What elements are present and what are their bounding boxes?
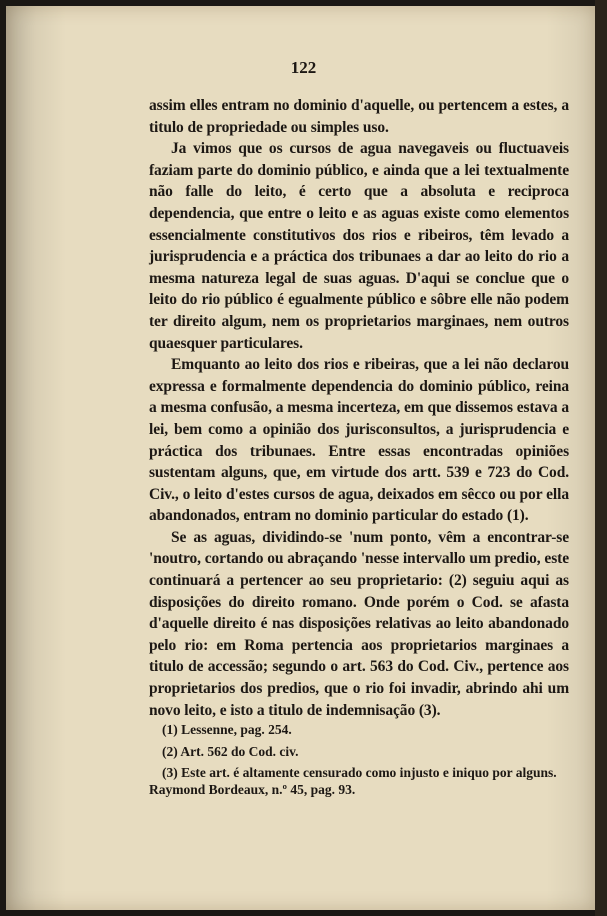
page-number: 122 <box>290 58 317 77</box>
footnote-1: (1) Lessenne, pag. 254. <box>162 722 292 737</box>
paragraph-4: Se as aguas, dividindo-se 'num ponto, vêm a encontrar-se 'noutro, cortando ou abraçando 'nesse intervallo um predio, este continuará a pertencer ao seu proprietario: (2) seguiu aqui as disposições do direito romano. Onde porém o Cod. se afasta d'aquelle direito é nas disposições relativas ao leito abandonado pelo rio: em Roma pertencia aos proprietarios marginaes a titulo de accessão; segundo o art. 563 do Cod. Civ., pertence aos proprietarios dos predios, que o rio foi invadir, abrindo ahi um novo leito, e isto a titulo de indemnisação (3). <box>149 528 569 719</box>
footnote-2: (2) Art. 562 do Cod. civ. <box>162 744 299 759</box>
paragraph-2: Ja vimos que os cursos de agua navegaveis ou fluctuaveis faziam parte do dominio público, e ainda que a lei textualmente não falle do leito, é certo que a absoluta e reciproca dependencia, que entre o leito e as aguas existe como elementos essencialmente constitutivos dos rios e ribeiros, têm levado a jurisprudencia e a práctica dos tribunaes a dar ao leito do rio a mesma natureza legal de suas aguas. D'aqui se conclue que o leito do rio público é egualmente público e sôbre elle não podem ter direito algum, nem os proprietarios marginaes, nem outros quaesquer particulares. <box>149 140 569 352</box>
footnote-3: (3) Este art. é altamente censurado como injusto e iniquo por alguns. Raymond Bordeaux, n.º 45, pag. 93. <box>149 765 557 797</box>
book-edge <box>595 0 607 916</box>
footnotes <box>149 720 567 798</box>
paragraph-3: Emquanto ao leito dos rios e ribeiras, que a lei não declarou expressa e formalmente dependencia do dominio público, reina a mesma confusão, a mesma incerteza, em que dissemos estava a lei, bem como a opinião dos jurisconsultos, a jurisprudencia e práctica dos tribunaes. Entre essas encontradas opiniões sustentam alguns, que, em virtude dos artt. 539 e 723 do Cod. Civ., o leito d'estes cursos de agua, deixados em sêcco ou por ella abandonados, entram no dominio particular do estado (1). <box>149 356 569 525</box>
body-text <box>149 95 569 721</box>
paragraph-1: assim elles entram no dominio d'aquelle, ou pertencem a estes, a titulo de propriedade ou simples uso. <box>149 97 569 136</box>
